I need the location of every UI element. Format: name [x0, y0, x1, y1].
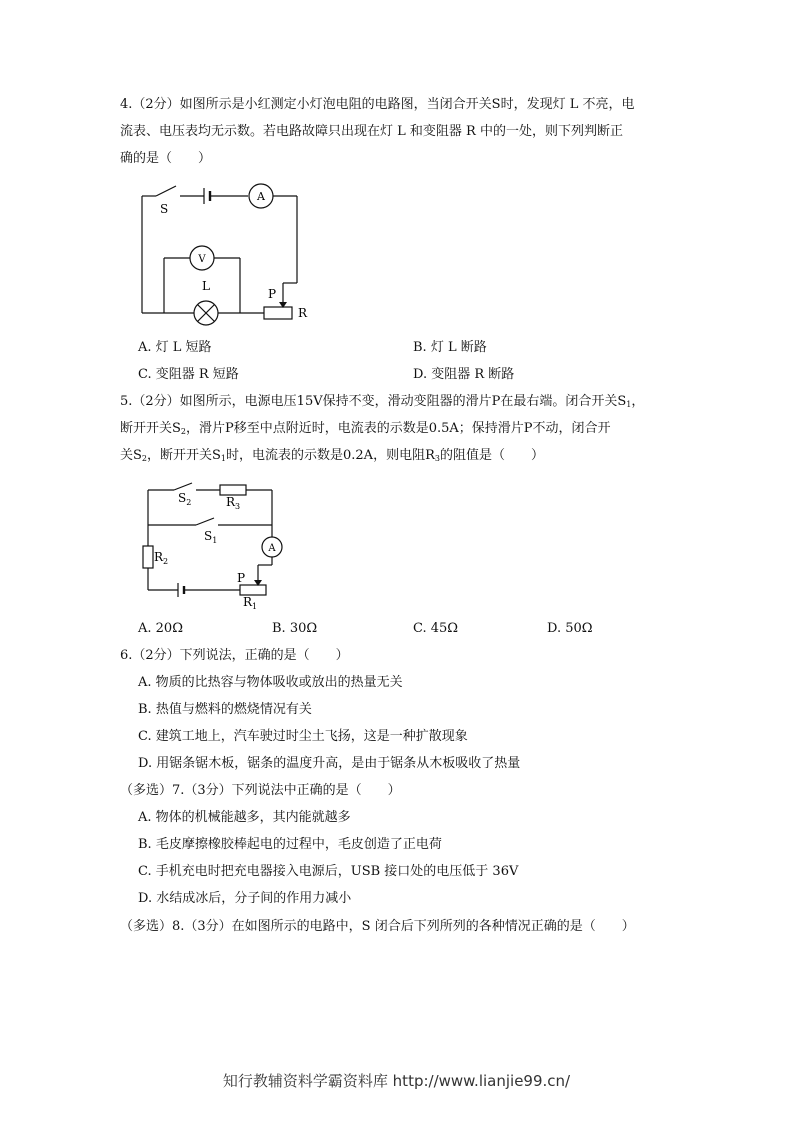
q7-option-c[interactable]: C. 手机充电时把充电器接入电源后，USB 接口处的电压低于 36V	[138, 864, 519, 879]
q7-stem: （多选）7.（3分）下列说法中正确的是（ ）	[120, 783, 401, 798]
switch-s2-label: $S_2$	[178, 491, 192, 507]
q4-option-a[interactable]: A. 灯 L 短路	[138, 340, 212, 355]
resistor-r3-label: $R_3$	[226, 495, 241, 511]
q7-option-d[interactable]: D. 水结成冰后，分子间的作用力减小	[138, 891, 352, 906]
ammeter-label: A	[268, 543, 276, 554]
q4-stem-line2: 流表、电压表均无示数。若电路故障只出现在灯 L 和变阻器 R 中的一处，则下列判断正	[120, 124, 623, 139]
q5-option-c[interactable]: C. 45Ω	[413, 621, 459, 636]
q4-stem-line3: 确的是（ ）	[120, 151, 212, 166]
q5-option-b[interactable]: B. 30Ω	[272, 621, 318, 636]
q4-option-b[interactable]: B. 灯 L 断路	[413, 340, 487, 355]
q7-option-a[interactable]: A. 物体的机械能越多，其内能就越多	[138, 810, 351, 825]
q5-circuit-diagram	[140, 480, 290, 610]
q5-stem-line1: 5.（2分）如图所示，电源电压15V保持不变，滑动变阻器的滑片P在最右端。闭合开关$S_1$，	[120, 394, 645, 409]
q6-option-a[interactable]: A. 物质的比热容与物体吸收或放出的热量无关	[138, 675, 403, 690]
q6-stem: 6.（2分）下列说法，正确的是（ ）	[120, 648, 349, 663]
q4-circuit-diagram	[138, 180, 328, 330]
switch-s-label: S	[160, 202, 169, 216]
rheostat-r-label: R	[298, 306, 308, 320]
q4-option-c[interactable]: C. 变阻器 R 短路	[138, 367, 239, 382]
q6-option-b[interactable]: B. 热值与燃料的燃烧情况有关	[138, 702, 312, 717]
q5-stem-line2: 断开开关$S_2$，滑片P移至中点附近时，电流表的示数是0.5A；保持滑片P不动，闭合开	[120, 421, 611, 436]
slider-p-label: P	[268, 287, 277, 301]
q8-stem: （多选）8.（3分）在如图所示的电路中，S 闭合后下列所列的各种情况正确的是（ ）	[120, 919, 635, 934]
q6-option-c[interactable]: C. 建筑工地上，汽车驶过时尘土飞扬，这是一种扩散现象	[138, 729, 468, 744]
voltmeter-label: V	[198, 254, 206, 265]
resistor-r1-label: $R_1$	[243, 595, 258, 611]
q4-stem-line1: 4.（2分）如图所示是小红测定小灯泡电阻的电路图，当闭合开关S时，发现灯 L 不亮，电	[120, 97, 635, 112]
resistor-r2-label: $R_2$	[154, 550, 169, 566]
q5-option-a[interactable]: A. 20Ω	[138, 621, 183, 636]
switch-s1-label: $S_1$	[204, 529, 218, 545]
q4-option-d[interactable]: D. 变阻器 R 断路	[413, 367, 515, 382]
q6-option-d[interactable]: D. 用锯条锯木板，锯条的温度升高，是由于锯条从木板吸收了热量	[138, 756, 521, 771]
footer-watermark: 知行教辅资料学霸资料库 http://www.lianjie99.cn/	[222, 1072, 571, 1090]
q5-option-d[interactable]: D. 50Ω	[547, 621, 593, 636]
q7-option-b[interactable]: B. 毛皮摩擦橡胶棒起电的过程中，毛皮创造了正电荷	[138, 837, 442, 852]
q5-stem-line3: 关$S_2$，断开开关$S_1$时，电流表的示数是0.2A，则电阻$R_3$的阻值是（ ）	[120, 448, 544, 463]
lamp-l-label: L	[202, 279, 210, 293]
slider-p-label: P	[237, 571, 246, 585]
ammeter-label: A	[257, 190, 265, 203]
